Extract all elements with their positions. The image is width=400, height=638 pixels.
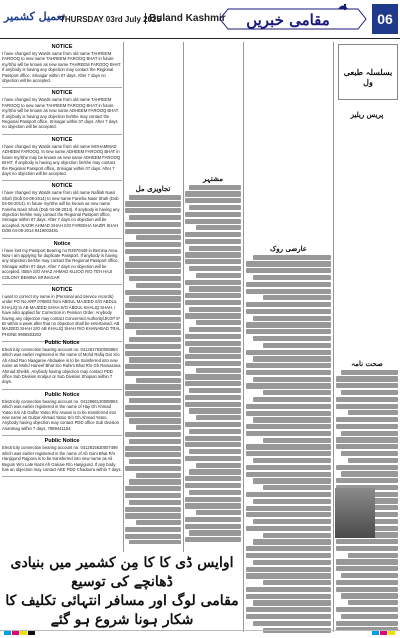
article-column-2 (185, 44, 241, 544)
text-line (336, 397, 398, 402)
column-box-title: بسلسلہ طبعی ول (343, 67, 393, 87)
text-line (185, 232, 241, 237)
text-line (185, 198, 241, 203)
text-line (125, 364, 181, 369)
text-line (253, 316, 331, 321)
text-line (125, 391, 181, 396)
text-line (189, 449, 241, 454)
text-line (263, 438, 331, 443)
notice-title: NOTICE (51, 183, 73, 190)
text-line (341, 614, 398, 619)
text-line (129, 317, 181, 322)
text-line (189, 530, 241, 535)
text-line (125, 323, 181, 328)
photo (335, 488, 375, 538)
text-line (129, 459, 181, 464)
text-line (189, 429, 241, 434)
text-line (336, 546, 398, 551)
text-line (125, 371, 181, 376)
color-swatch (380, 631, 387, 635)
text-line (125, 229, 181, 234)
text-line (246, 567, 331, 572)
text-line (253, 478, 331, 483)
text-line (125, 534, 181, 539)
public-notice-3 (2, 438, 122, 477)
text-line (253, 255, 331, 260)
text-line (129, 439, 181, 444)
article-column-1 (125, 44, 181, 544)
main-headline (2, 554, 242, 630)
notice-6 (2, 287, 122, 342)
text-line (125, 527, 181, 532)
text-line (136, 425, 181, 430)
text-line (341, 471, 398, 476)
text-line (341, 431, 398, 436)
column-divider (183, 42, 184, 552)
text-line (246, 444, 331, 449)
text-line (185, 503, 241, 508)
text-line (341, 390, 398, 395)
text-line (185, 537, 241, 542)
text-line (125, 466, 181, 471)
color-swatch (28, 631, 35, 635)
text-line (189, 205, 241, 210)
text-line (196, 273, 241, 278)
text-line (253, 458, 331, 463)
section-title: مقامی خبریں (246, 11, 330, 29)
text-line (253, 417, 331, 422)
color-swatch (12, 631, 19, 635)
color-swatch (372, 631, 379, 635)
text-line (185, 219, 241, 224)
notice-body: I want to correct my name in (Personal and Service records) under PO No.ARP 076803 from ABDUL MAJEED S/O ABDUL KHALIQ to AB MAJEED SHAH S/O ABDUL KHALIQ SHAH. I have also applied for Correction in Pension Order. Anybody having any objection may contact Concerned Authority/JKGP 5* Br within a week after that no objection shall be entertained. AB MAJEED SHAH S/O AB KHALIQ SHAH R/O KHANABAD TRAL PHONE 9906503202 (2, 294, 121, 337)
page-number: 06 (372, 4, 398, 34)
text-line (125, 452, 181, 457)
text-line (129, 296, 181, 301)
text-line (246, 329, 331, 334)
text-line (246, 411, 331, 416)
public-notice-1 (2, 340, 122, 390)
text-line (196, 510, 241, 515)
text-line (263, 343, 331, 348)
text-line (125, 493, 181, 498)
text-line (129, 540, 181, 544)
text-line (125, 446, 181, 451)
text-line (253, 397, 331, 402)
text-line (189, 469, 241, 474)
text-line (189, 185, 241, 190)
text-line (136, 330, 181, 335)
text-line (341, 451, 398, 456)
text-line (253, 600, 331, 605)
text-line (246, 573, 331, 578)
text-line (125, 201, 181, 206)
text-line (189, 388, 241, 393)
text-line (348, 410, 398, 415)
text-line (129, 500, 181, 505)
text-line (185, 300, 241, 305)
text-line (341, 573, 398, 578)
text-line (185, 341, 241, 346)
text-line (125, 310, 181, 315)
text-line (246, 465, 331, 470)
text-line (189, 347, 241, 352)
text-line (246, 451, 331, 456)
text-line (336, 437, 398, 442)
notice-body: I have lost my Passport Bearing no R3970449 in Bemina Area. Now I am applying for duplicate Passport. If anybody is having any objection he/she may contact the Regional Passport office, Srinagar within 07 days. After 7 days no objection will be accepted. ISBIA S/O AHAZ AHMAD KUJOO R/O TEH HAJI COLONY BEMINA SRINAGAR (2, 247, 119, 280)
text-line (246, 472, 331, 477)
notice-1 (2, 44, 122, 88)
text-line (185, 381, 241, 386)
text-line (185, 239, 241, 244)
notice-2 (2, 90, 122, 134)
text-line (263, 295, 331, 300)
newspaper-logo: تعمیل کشمیر (4, 10, 66, 23)
color-swatch (4, 631, 11, 635)
notice-3 (2, 137, 122, 181)
headline-line-1: اوایس ڈی کا کا مِن کشمیر میں بنیادی ڈھانچے کی توسیع (10, 555, 234, 590)
notice-5 (2, 241, 122, 285)
text-line (125, 507, 181, 512)
text-line (189, 286, 241, 291)
text-line (336, 465, 398, 470)
text-line (253, 560, 331, 565)
text-line (185, 402, 241, 407)
text-line (185, 497, 241, 502)
text-line (246, 546, 331, 551)
text-line (125, 208, 181, 213)
text-line (185, 334, 241, 339)
text-line (125, 290, 181, 295)
text-line (196, 225, 241, 230)
notice-body: I have changed my Wards name from old name MOHAMMAD ADHEEM FAROOQ. In new name ADHEEM FAROOQ BHAT in future my/She may be known as new name ADHEEM FAROOQ BHAT. If anybody is having any objection he/she may contact the Regional Passport office, Srinagar within 07 days. After 7 days no objection will be accepted. (2, 143, 121, 176)
text-line (125, 222, 181, 227)
text-line (253, 336, 331, 341)
text-line (125, 242, 181, 247)
notice-body: I have changed my Wards name from old name TAHREEM FAROOQ to new name TAHREEM FAROOQ BHAT in future my/Sho will be known as new name ADHEEM FAROOQ BHAT. If anybody is having any objection he/she may contact the Regional Passport office, Srinagar within 07 days. After 7 days no objection will be accepted. (2, 97, 119, 130)
text-line (185, 483, 241, 488)
text-line (246, 492, 331, 497)
text-line (336, 444, 398, 449)
notice-title: Public Notice (44, 340, 80, 346)
text-line (348, 553, 398, 558)
text-line (246, 404, 331, 409)
text-line (196, 368, 241, 373)
text-line (185, 524, 241, 529)
text-line (185, 191, 241, 196)
text-line (125, 269, 181, 274)
text-line (189, 490, 241, 495)
text-line (136, 283, 181, 288)
article-heading: صحت نامہ (351, 359, 383, 368)
text-line (185, 517, 241, 522)
text-line (246, 370, 331, 375)
article-column-4 (336, 100, 398, 630)
text-line (185, 442, 241, 447)
article-heading: عارضی روک (270, 244, 307, 253)
text-line (263, 485, 331, 490)
public-notices-column (2, 338, 122, 528)
notice-title: NOTICE (51, 90, 73, 97)
notice-title: NOTICE (51, 44, 73, 50)
text-line (129, 479, 181, 484)
text-line (336, 376, 398, 381)
notice-title: NOTICE (51, 287, 73, 293)
column-divider (333, 42, 334, 632)
notice-title: Public Notice (44, 391, 80, 398)
text-line (336, 607, 398, 612)
text-line (246, 268, 331, 273)
text-line (246, 350, 331, 355)
text-line (129, 398, 181, 403)
text-line (125, 405, 181, 410)
text-line (125, 486, 181, 491)
notice-title: Public Notice (44, 438, 80, 445)
text-line (253, 621, 331, 626)
text-line (253, 356, 331, 361)
notice-body: I have changed my Wards name from old name TAHREEM FAROOQ to new name TAHREEM FAROOQ BHAT in future my/Sho will be known as new name TAHREEM FAROOQ BHAT. If anybody is having any objection may contact the Regional Passport office, Srinagar within 07 days. After 7 days no objection will be accepted. (2, 51, 122, 84)
notice-title: Notice (53, 240, 71, 247)
text-line (246, 322, 331, 327)
text-line (253, 519, 331, 524)
text-line (125, 432, 181, 437)
notice-body: Electricity connection bearing account no. 0412815630007498 which was earlier registered in the name of Ab Gani Bhat R/o Hanjigund Rajpora is to be transferred into new name as Ali Begum W/o Late Nazir Ah Ganaie R/o Hanjigund. If any body has an objection may contact AEE PDD Chadoora within 7 days. (2, 445, 122, 472)
text-line (185, 280, 241, 285)
text-line (348, 458, 398, 463)
text-line (341, 593, 398, 598)
text-line (196, 463, 241, 468)
text-line (336, 424, 398, 429)
text-line (185, 395, 241, 400)
text-line (185, 354, 241, 359)
text-line (336, 587, 398, 592)
headline-line-2: مقامی لوگ اور مسافر انتہائی تکلیف کا شکار ہونا شروع ہو گئے (5, 593, 239, 628)
text-line (136, 235, 181, 240)
text-line (189, 246, 241, 251)
text-line (246, 607, 331, 612)
article-column-3 (246, 44, 331, 634)
text-line (336, 539, 398, 544)
text-line (246, 431, 331, 436)
text-line (196, 415, 241, 420)
color-swatch (20, 631, 27, 635)
text-line (246, 553, 331, 558)
text-line (129, 276, 181, 281)
text-line (185, 361, 241, 366)
text-line (253, 539, 331, 544)
text-line (246, 506, 331, 511)
text-line (125, 513, 181, 518)
text-line (336, 417, 398, 422)
text-line (136, 378, 181, 383)
text-line (125, 384, 181, 389)
text-line (263, 390, 331, 395)
text-line (263, 580, 331, 585)
text-line (129, 418, 181, 423)
text-line (336, 478, 398, 483)
text-line (336, 580, 398, 585)
article-heading: تجاویزی مل (135, 184, 171, 193)
text-line (189, 408, 241, 413)
masthead (0, 0, 400, 39)
notice-body: I have changed my Wards name from old name Nafilah Nasir Shah (Dob 04-08-2014) to new name Farieha Nasir Shah (Dob 04-08-2014). In future my/She will be known as new name Farieha Nasir Shah (Dob 04-08-2014). If anybody is having any objection he/she may contact the Regional Passport office, Srinagar within 07 days. After 7 days no objection will be accepted. NAZIR AHMAD SHAH S/O FAREEHA NAZIR SHAH DOB 04-08-2014 9419003481 (2, 190, 120, 234)
text-line (336, 404, 398, 409)
text-line (246, 289, 331, 294)
text-line (129, 357, 181, 362)
column-divider (123, 42, 124, 552)
text-line (246, 261, 331, 266)
text-line (136, 520, 181, 525)
issue-date: THURSDAY 03rd July 2025 (60, 15, 161, 24)
text-line (246, 282, 331, 287)
text-line (185, 476, 241, 481)
text-line (129, 215, 181, 220)
notice-title: NOTICE (51, 136, 73, 143)
text-line (185, 212, 241, 217)
text-line (125, 249, 181, 254)
text-line (125, 303, 181, 308)
text-line (253, 499, 331, 504)
text-line (136, 473, 181, 478)
text-line (253, 377, 331, 382)
text-line (246, 383, 331, 388)
text-line (189, 266, 241, 271)
article-heading: مشتہر (202, 174, 224, 183)
text-line (129, 337, 181, 342)
text-line (185, 374, 241, 379)
text-line (185, 422, 241, 427)
text-line (129, 195, 181, 200)
text-line (348, 600, 398, 605)
text-line (185, 456, 241, 461)
text-line (189, 327, 241, 332)
text-line (246, 309, 331, 314)
text-line (189, 307, 241, 312)
text-line (246, 512, 331, 517)
text-line (185, 313, 241, 318)
text-line (246, 594, 331, 599)
text-line (125, 262, 181, 267)
text-line (185, 293, 241, 298)
notice-4 (2, 183, 122, 238)
text-line (185, 252, 241, 257)
text-line (341, 370, 398, 375)
text-line (125, 351, 181, 356)
text-line (253, 275, 331, 280)
text-line (336, 383, 398, 388)
article-heading: پریس ریلیز (350, 110, 384, 119)
text-line (246, 614, 331, 619)
text-line (246, 302, 331, 307)
column-box (338, 44, 398, 100)
text-line (263, 533, 331, 538)
text-line (196, 320, 241, 325)
text-line (336, 559, 398, 564)
text-line (246, 363, 331, 368)
text-line (336, 566, 398, 571)
brand-name: Buland Kashmir (145, 13, 226, 24)
text-line (246, 587, 331, 592)
text-line (129, 256, 181, 261)
text-line (125, 412, 181, 417)
notice-body: Electricity connection bearing account no. 0412966120008904 which was earlier registered in the name of Haji Gh Ahmad Yatoo S/o Ab Gaffar Yatoo R/o Arwani is to be transferred into new name as Gulzar Ahmad Yatoo S/o Gh Ahmad Yatoo. Anybody having objection may contact PDD office Sub Division Anantnag within 7 days. 7889441154 (2, 398, 120, 431)
color-swatch (388, 631, 395, 635)
notice-body: Electricity connection bearing account no. 0412817830005863 which was earlier registered in the name of Mohd Rafiq Dar S/o Ab Ahad Rao Naagaree Abdaalee is to be transferred into new name as Mohd Haneef Bhat S/o Rahim Bhat R/o Gh Ramazana Ahmad Sheikh. Anybody having objection may contact PDD office Sub Division Kralpur or Sub Division Shopian within 7 days. (2, 347, 121, 385)
public-notice-2 (2, 392, 122, 436)
text-line (246, 526, 331, 531)
column-divider (243, 42, 244, 632)
text-line (336, 621, 398, 626)
text-line (185, 436, 241, 441)
text-line (246, 424, 331, 429)
text-line (185, 259, 241, 264)
text-line (125, 344, 181, 349)
